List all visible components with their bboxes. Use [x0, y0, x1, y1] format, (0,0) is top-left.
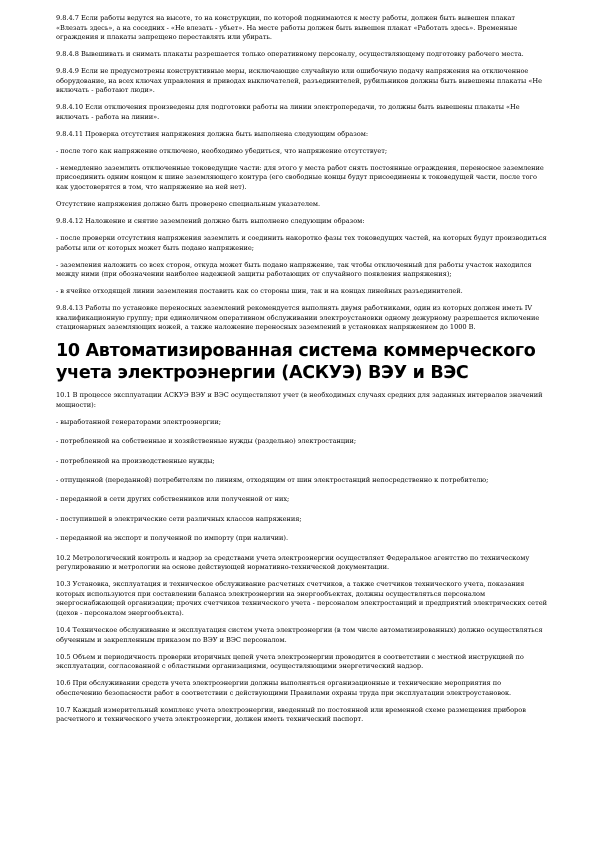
- list-item: - потребленной на производственные нужды;: [56, 456, 215, 465]
- paragraph-10-7: 10.7 Каждый измерительный комплекс учета электроэнергии, введенный по постоянной или временной схеме размещения приборов расчетного и технического учета электроэнергии, должен иметь технический паспорт.: [56, 705, 526, 724]
- paragraph-9-8-4-9: 9.8.4.9 Если не предусмотрены конструктивные меры, исключающие случайную или ошибочную подачу напряжения на отключенное оборудование, на всех ключах управления и приводах выключателей, разъединителей, рубильников должны быть вывешены плакаты «Не включать - работают люди».: [56, 67, 542, 95]
- list-item: - поступившей в электрические сети различных классов напряжения;: [56, 514, 302, 523]
- paragraph-9-8-4-7: 9.8.4.7 Если работы ведутся на высоте, то на конструкции, по которой поднимаются к месту работы, должен быть вывешен плакат «Влезать здесь», а на соседних - «Не влезать - убьет». На месте работы должен быть вывешен плакат «Работать здесь». Временные ограждения и плакаты запрещено переставлять или убирать.: [56, 14, 518, 42]
- paragraph-9-8-4-13: 9.8.4.13 Работы по установке переносных заземлений рекомендуется выполнять двумя работниками, один из которых должен иметь IV квалификационную группу; при единоличном оперативном обслуживании электроустановки одному дежурному разрешается включение стационарных заземляющих ножей, а также наложение переносных заземлений в установках напряжением до 1000 В.: [56, 304, 540, 332]
- list-item: - переданной в сети других собственников или полученной от них;: [56, 495, 290, 504]
- paragraph-9-8-4-12: 9.8.4.12 Наложение и снятие заземлений должно быть выполнено следующим образом:: [56, 217, 365, 226]
- paragraph-9-8-4-10: 9.8.4.10 Если отключения произведены для подготовки работы на линии электропередачи, то должны быть вывешены плакаты «Не включать - работа на линии».: [56, 103, 520, 121]
- paragraph-10-3: 10.3 Установка, эксплуатация и техническое обслуживание расчетных счетчиков, а также счетчиков технического учета, показания которых используются при составлении баланса электроэнергии на энергообъектах, должны осуществляться персоналом энергоснабжающей организации; прочих счетчиков технического учета - персоналом электростанций и предприятий электрических сетей (цехов - персоналом энергообъекта).: [56, 580, 547, 617]
- list-item: - переданной на экспорт и полученной по импорту (при наличии).: [56, 534, 289, 543]
- list-item: - отпущенной (переданной) потребителям по линиям, отходящим от шин электростанций непосредственно к потребителю;: [56, 476, 489, 485]
- document-page: [56, 14, 548, 732]
- list-item: - выработанной генераторами электроэнергии;: [56, 417, 221, 426]
- list-item: - потребленной на собственные и хозяйственные нужды (раздельно) электростанции;: [56, 437, 357, 446]
- section-heading: 10 Автоматизированная система коммерческого учета электроэнергии (АСКУЭ) ВЭУ и ВЭС: [56, 341, 536, 384]
- paragraph-voltage-check: Отсутствие напряжения должно быть проверено специальным указателем.: [56, 200, 321, 209]
- paragraph-10-1: 10.1 В процессе эксплуатации АСКУЭ ВЭУ и ВЭС осуществляют учет (в необходимых случаях средних для заданных интервалов значений мощности):: [56, 391, 543, 409]
- paragraph-10-2: 10.2 Метрологический контроль и надзор за средствами учета электроэнергии осуществляет Федеральное агентство по техническому регулированию и метрологии на основе действующей нормативно-технической документации.: [56, 553, 530, 572]
- paragraph-9-8-4-8: 9.8.4.8 Вывешивать и снимать плакаты разрешается только оперативному персоналу, осуществляющему подготовку рабочего места.: [56, 50, 524, 59]
- paragraph-9-8-4-11: 9.8.4.11 Проверка отсутствия напряжения должна быть выполнена следующим образом:: [56, 129, 369, 138]
- paragraph-10-4: 10.4 Техническое обслуживание и эксплуатация систем учета электроэнергии (в том числе автоматизированных) должно осуществляться обученным и закрепленным приказом по ВЭУ и ВЭС персоналом.: [56, 625, 543, 644]
- list-item: - немедленно заземлить отключенные токоведущие части: для этого у места работ снять постоянные ограждения, переносное заземление присоединить одним концом к шине заземляющего контура (его свободные концы будут присоединены к токоведущей части, после того как удостоверятся в том, что напряжение на ней нет).: [56, 163, 544, 192]
- paragraph-10-6: 10.6 При обслуживании средств учета электроэнергии должны выполняться организационные и технические мероприятия по обеспечению безопасности работ в соответствии с действующими Правилами охраны труда при эксплуатации электроустановок.: [56, 679, 512, 697]
- paragraph-10-5: 10.5 Объем и периодичность проверки вторичных цепей учета электроэнергии проводится в соответствии с местной инструкцией по эксплуатации, согласованной с областными организациями, осуществляющими энергетический надзор.: [56, 652, 524, 671]
- list-item: - заземления наложить со всех сторон, откуда может быть подано напряжение, так чтобы отключенный для работы участок находился между ними (при обозначении наиболее надежной защиты работающих от случайного появления напряжения);: [56, 260, 532, 279]
- list-item: - после того как напряжение отключено, необходимо убедиться, что напряжение отсутствует;: [56, 146, 388, 155]
- list-item: - после проверки отсутствия напряжения заземлить и соединить накоротко фазы тех токоведущих частей, на которых будут производиться работы или от которых может быть подано напряжение;: [56, 234, 547, 252]
- list-item: - в ячейке отходящей линии заземления поставить как со стороны шин, так и на концах линейных разъединителей.: [56, 287, 463, 296]
